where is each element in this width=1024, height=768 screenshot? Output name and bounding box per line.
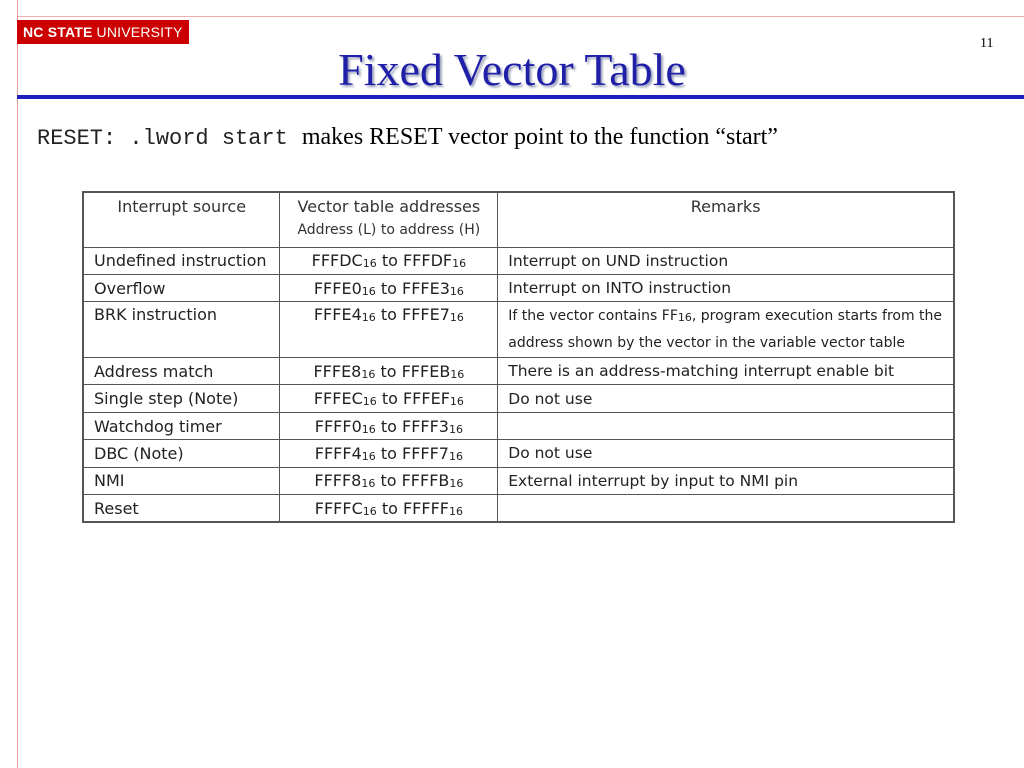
cell-source: Overflow xyxy=(83,274,280,301)
cell-source: Address match xyxy=(83,358,280,385)
address-base: 16 xyxy=(362,395,377,409)
address-to: FFFFB xyxy=(401,471,450,491)
address-base: 16 xyxy=(448,449,463,463)
address-from: FFFFC xyxy=(314,498,363,518)
address-to: FFFDF xyxy=(402,251,453,271)
table-row xyxy=(83,495,954,522)
address-base: 16 xyxy=(361,477,376,491)
title-divider xyxy=(17,95,1024,99)
address-base: 16 xyxy=(449,311,464,325)
cell-address xyxy=(280,495,498,522)
address-separator: to xyxy=(375,443,402,463)
address-base: 16 xyxy=(361,284,376,298)
address-from: FFFE0 xyxy=(313,278,362,298)
cell-remark: There is an address-matching interrupt enable bit xyxy=(498,358,954,385)
address-separator: to xyxy=(375,361,402,381)
page-title: Fixed Vector Table xyxy=(338,44,686,95)
address-from: FFFE4 xyxy=(313,305,362,325)
address-base: 16 xyxy=(361,311,376,325)
header-interrupt-source: Interrupt source xyxy=(83,192,280,247)
address-separator: to xyxy=(376,389,403,409)
cell-remark: External interrupt by input to NMI pin xyxy=(498,467,954,494)
address-separator: to xyxy=(376,251,403,271)
vector-table-container xyxy=(82,191,955,523)
table-row xyxy=(83,440,954,467)
header-addresses-label: Vector table addresses xyxy=(297,197,481,216)
cell-source: DBC (Note) xyxy=(83,440,280,467)
cell-address xyxy=(280,302,498,358)
cell-address xyxy=(280,412,498,439)
cell-remark: Do not use xyxy=(498,385,954,412)
address-separator: to xyxy=(375,278,402,298)
address-from: FFFE8 xyxy=(313,361,362,381)
address-from: FFFF8 xyxy=(314,471,362,491)
address-from: FFFDC xyxy=(311,251,363,271)
vector-table xyxy=(82,191,955,523)
cell-address xyxy=(280,247,498,274)
top-margin-rule xyxy=(17,16,1024,17)
table-row xyxy=(83,302,954,358)
address-to: FFFF3 xyxy=(401,416,449,436)
left-margin-rule xyxy=(17,0,18,768)
cell-address xyxy=(280,385,498,412)
address-base: 16 xyxy=(361,422,376,436)
address-base: 16 xyxy=(448,504,463,518)
slide-number: 11 xyxy=(980,36,994,51)
cell-remark xyxy=(498,412,954,439)
statement-text: makes RESET vector point to the function “start” xyxy=(301,124,778,150)
header-vector-addresses xyxy=(280,192,498,247)
cell-source: Undefined instruction xyxy=(83,247,280,274)
address-separator: to xyxy=(376,498,403,518)
remark-part-a: If the vector contains FF xyxy=(508,307,678,324)
address-to: FFFEF xyxy=(402,389,450,409)
cell-remark xyxy=(498,302,954,358)
address-from: FFFF4 xyxy=(314,443,362,463)
table-row xyxy=(83,358,954,385)
address-from: FFFF0 xyxy=(314,416,362,436)
address-base: 16 xyxy=(449,395,464,409)
cell-remark: Interrupt on UND instruction xyxy=(498,247,954,274)
reset-statement xyxy=(37,124,778,151)
address-separator: to xyxy=(375,416,402,436)
remark-part-b: , program execution starts from the address shown by the vector in the variable vector table xyxy=(508,307,943,351)
address-to: FFFEB xyxy=(401,361,451,381)
cell-source: Watchdog timer xyxy=(83,412,280,439)
cell-address xyxy=(280,274,498,301)
address-to: FFFFF xyxy=(402,498,449,518)
address-base: 16 xyxy=(448,422,463,436)
address-separator: to xyxy=(375,305,402,325)
cell-source: Single step (Note) xyxy=(83,385,280,412)
address-from: FFFEC xyxy=(313,389,363,409)
header-addresses-sub: Address (L) to address (H) xyxy=(297,222,481,238)
address-base: 16 xyxy=(361,449,376,463)
cell-source: Reset xyxy=(83,495,280,522)
address-base: 16 xyxy=(449,284,464,298)
logo-text: UNIVERSITY xyxy=(96,24,183,40)
cell-address xyxy=(280,358,498,385)
table-row xyxy=(83,274,954,301)
logo-bold-text: NC STATE xyxy=(23,24,93,40)
address-base: 16 xyxy=(362,504,377,518)
cell-source: BRK instruction xyxy=(83,302,280,358)
cell-remark: Do not use xyxy=(498,440,954,467)
address-base: 16 xyxy=(361,367,376,381)
cell-source: NMI xyxy=(83,467,280,494)
address-to: FFFF7 xyxy=(401,443,449,463)
table-row xyxy=(83,385,954,412)
cell-address xyxy=(280,440,498,467)
address-separator: to xyxy=(375,471,402,491)
table-header-row xyxy=(83,192,954,247)
code-snippet: RESET: .lword start xyxy=(37,126,288,151)
header-remarks: Remarks xyxy=(498,192,954,247)
table-row xyxy=(83,247,954,274)
address-base: 16 xyxy=(450,367,465,381)
remark-base: 16 xyxy=(677,310,692,324)
address-to: FFFE3 xyxy=(401,278,450,298)
cell-remark xyxy=(498,495,954,522)
address-base: 16 xyxy=(452,257,467,271)
table-row xyxy=(83,467,954,494)
cell-remark: Interrupt on INTO instruction xyxy=(498,274,954,301)
cell-address xyxy=(280,467,498,494)
address-base: 16 xyxy=(362,257,377,271)
address-base: 16 xyxy=(449,477,464,491)
table-row xyxy=(83,412,954,439)
address-to: FFFE7 xyxy=(401,305,450,325)
